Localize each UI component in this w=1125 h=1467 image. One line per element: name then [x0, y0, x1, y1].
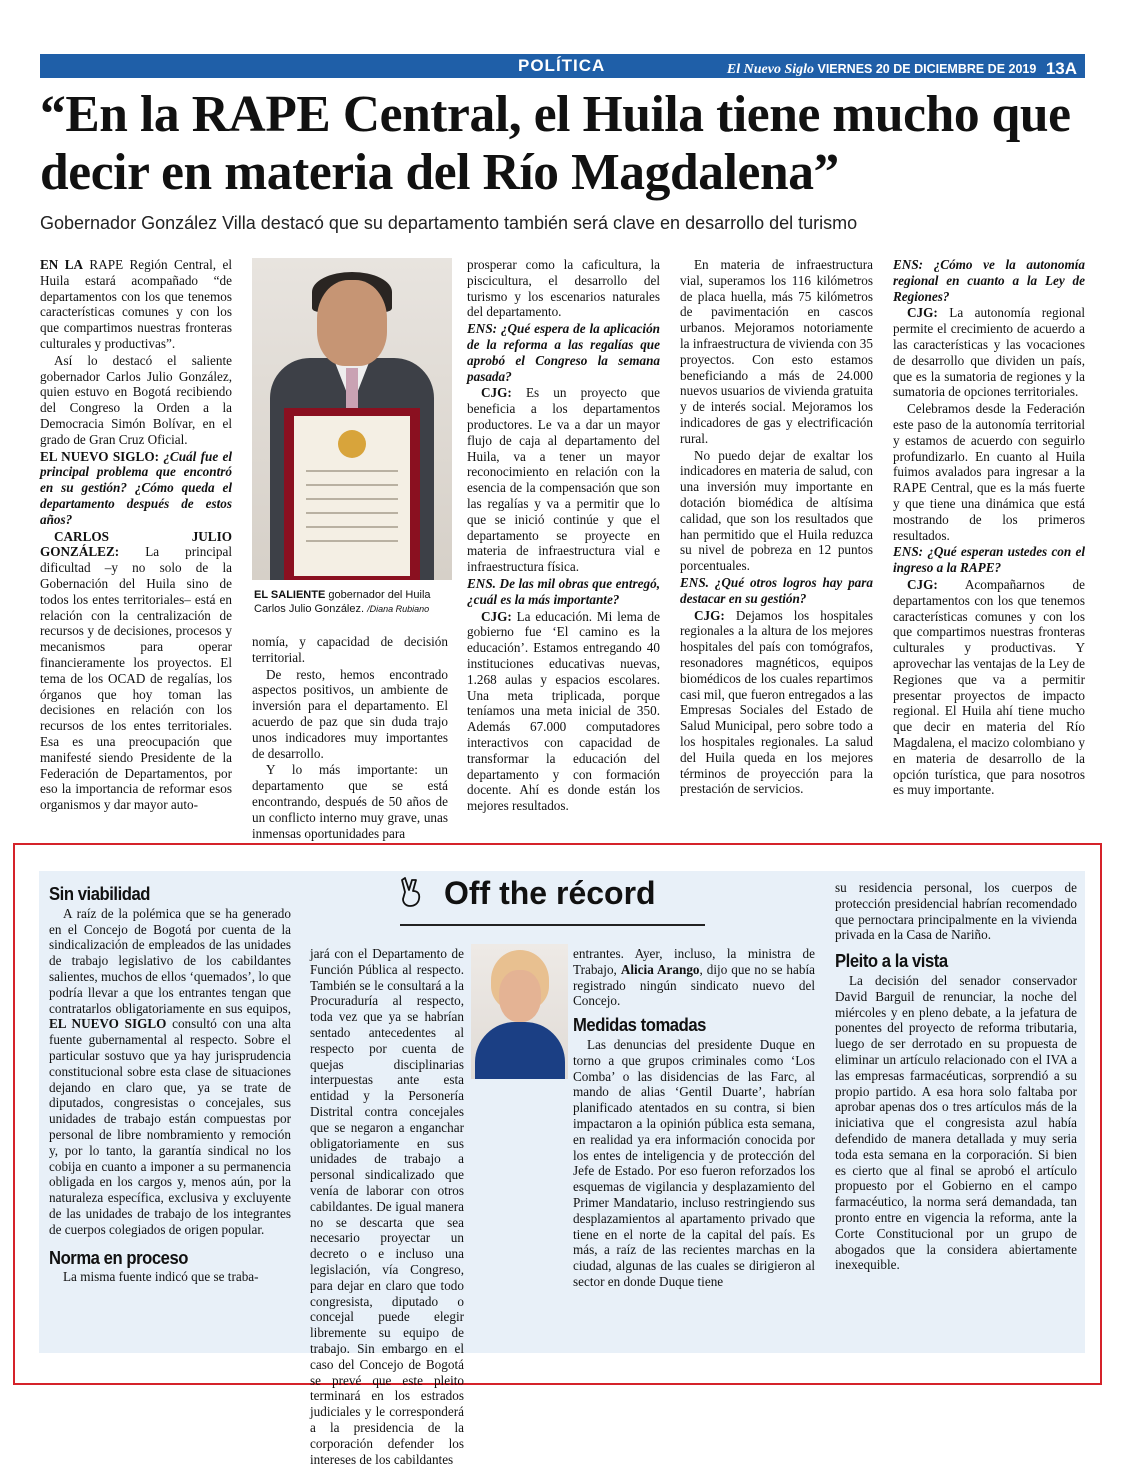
answer: La autonomía regional permite el crecimiento de acuerdo a las características y las vocaciones de desarrollo que dividen un país, que es la sumatoria de regiones y la sumatoria de opciones territoriales.	[893, 305, 1085, 400]
newspaper-brand: El Nuevo Siglo	[726, 62, 815, 77]
paragraph: A raíz de la polémica que se ha generado en el Concejo de Bogotá por cuenta de la sindicalización de empleados de las unidades de trabajo legislativo de los cabildantes salientes, muchos de ellos ‘quemados’, lo que podría llevar a que los entrantes tengan que contratarlos obligatoriamente en sus equipos,	[49, 905, 291, 1016]
answer: La principal dificultad –y no solo de la Gobernación del Huila sino de todos los entes territoriales– está en relación con la centralización de recursos y de decisiones, procesos y mecanismos para operar financieramente los proyectos. El tema de los OCAD de regalías, los órganos que hoy toman las decisiones en relación con los recursos de los entes territoriales. Esa es una preocupación que manifesté siendo Presidente de la Federación de Departamentos, por eso la importancia de reformar esos organismos y dar mayor auto-	[40, 544, 233, 813]
paragraph: Las denuncias del presidente Duque en torno a que grupos criminales como ‘Los Comba’ o las disidencias de las Farc, al mando de alias ‘Gentil Duarte’, habrían planificado atentados en su contra, si bien impactaron a la opinión pública esta semana, en realidad ya era información conocida por los entes de inteligencia y de protección del Jefe de Estado. Por eso fueron reforzados los esquemas de vigilancia y desplazamiento del Primer Mandatario, incluso restringiendo sus desplazamientos al apartamento privado que tiene en el norte de la capital del país. Es más, a raíz de las recientes marchas en la ciudad, algunas de las cuales se dirigieron al sector en donde Duque tiene	[573, 1036, 815, 1289]
question: ¿Qué espera de la aplicación de la reforma a las regalías que aprobó el Congreso la semana pasada?	[467, 321, 660, 384]
interviewer-label: ENS.	[467, 575, 496, 591]
subhead-pleito-a-la-vista: Pleito a la vista	[835, 950, 948, 972]
off-the-record-title-text: Off the récord	[444, 875, 656, 911]
interviewer-label: EL NUEVO SIGLO:	[40, 448, 159, 464]
governor-photo	[252, 258, 452, 580]
paragraph: Y lo más importante: un departamento que se está encontrando, después de 50 años de un conflicto interno muy grave, unas inmensas oportunidades para	[252, 762, 448, 841]
paragraph: jará con el Departamento de Función Pública al respecto. También se le consultará a la Procuraduría al respecto, toda vez que ya se habrían sentado antecedentes al respecto por cuenta de quejas disciplinarias interpuestas ante esta entidad y la Personería Distrital contra concejales que se negaron a enganchar obligatoriamente en sus unidades de trabajo a personal sindicalizado que venía de laborar con otros cabildantes. De igual manera no se descarta que sea necesario proyectar un decreto o e incluso una legislación, vía Congreso, para dejar en claro que todo congresista, diputado o concejal puede elegir libremente su equipo de trabajo. Sin embargo en el caso del Concejo de Bogotá se prevé que este pleito terminará en los estrados judiciales y le corresponderá a la presidencia de la corporación defender los intereses de los cabildantes	[310, 946, 464, 1467]
question: De las mil obras que entregó, ¿cuál es la más importante?	[467, 575, 661, 607]
interviewee-label: CJG:	[907, 576, 938, 592]
question: ¿Cómo ve la autonomía regional en cuanto a la Ley de Regiones?	[893, 257, 1086, 304]
interviewee-label: CJG:	[907, 305, 938, 321]
answer: Dejamos los hospitales regionales a la altura de los mejores hospitales del país con tomógrafos, resonadores magnéticos, equipos biomédicos de los cuales repartimos casi mil, que fueron entregados a las Empresas Sociales del Estado de Salud Municipal, pero sobre todo a los hospitales regionales. La salud del Huila queda en los mejores términos de proyección para la prestación de servicios.	[680, 607, 874, 797]
off-the-record-title	[400, 875, 656, 912]
interviewee-label: CJG:	[481, 385, 512, 401]
paragraph: La misma fuente indicó que se traba-	[63, 1269, 259, 1285]
article-column-5	[893, 257, 1085, 799]
subhead-norma-en-proceso: Norma en proceso	[49, 1246, 188, 1268]
interviewer-label: ENS:	[893, 257, 924, 272]
paragraph: Así lo destacó el saliente gobernador Carlos Julio González, quien estuvo en Bogotá recibiendo del Congreso la Orden a la Democracia Simón Bolívar, en el grado de Gran Cruz Oficial.	[40, 352, 232, 447]
article-column-2	[252, 634, 448, 842]
otr-column-4	[835, 880, 1077, 1273]
newspaper-mention: EL NUEVO SIGLO	[49, 1016, 167, 1032]
subhead-medidas-tomadas: Medidas tomadas	[573, 1014, 706, 1036]
interviewer-label: ENS:	[893, 544, 924, 560]
question: ¿Qué otros logros hay para destacar en su gestión?	[680, 574, 873, 606]
photo-credit: /Diana Rubiano	[367, 604, 430, 614]
article-column-4	[680, 257, 873, 798]
header-meta	[727, 58, 1077, 78]
page-number: 13A	[1045, 59, 1077, 78]
paragraph: su residencia personal, los cuerpos de protección presidencial habrían recomendado que pernoctara principalmente en la vivienda privada en la Casa de Nariño.	[835, 880, 1077, 943]
issue-date: VIERNES 20 DE DICIEMBRE DE 2019	[817, 62, 1037, 76]
victory-hand-icon	[400, 876, 424, 908]
article-title: “En la RAPE Central, el Huila tiene mucho que decir en materia del Río Magdalena”	[40, 86, 1071, 201]
interviewee-label: CJG:	[694, 607, 725, 623]
minister-photo	[471, 944, 568, 1079]
photo-caption	[254, 588, 452, 616]
answer: Es un proyecto que beneficia a los departamentos productores. Le va a dar un mayor flujo de caja al departamento del Huila, va a tener un mayor reconocimiento en relación con la esencia de la compensación que son las regalías y va a permitir que lo que se inició continúe y que el departamento se proyecte en materia de infraestructura vial e infraestructura física.	[467, 385, 660, 575]
paragraph: No puedo dejar de exaltar los indicadores en materia de salud, con una inversión muy importante en dotación biomédica de altísima calidad, que son los resultados que han permitido que el Huila reduzca su nivel de pobreza en 12 puntos porcentuales.	[680, 447, 873, 574]
paragraph: entrantes. Ayer, incluso, la ministra de Trabajo,	[573, 946, 815, 977]
article-subtitle: Gobernador González Villa destacó que su departamento también será clave en desarrollo del turismo	[40, 213, 858, 233]
question: ¿Qué esperan ustedes con el ingreso a la RAPE?	[893, 544, 1085, 576]
paragraph: Celebramos desde la Federación este paso de la autonomía territorial y estamos de acuerdo con seguirlo profundizarlo. En cuanto al Huila fuimos avalados para ingresar a la RAPE Central, que es la más fuerte y que tiene una dinámica que está mostrando de los primeros resultados.	[893, 401, 1085, 543]
article-column-1	[40, 257, 232, 814]
caption-text: gobernador del Huila Carlos Julio González.	[254, 589, 431, 615]
subhead-sin-viabilidad: Sin viabilidad	[49, 883, 151, 904]
paragraph: La decisión del senador conservador David Barguil de renunciar, la noche del miércoles y en pleno debate, a la jefatura de ponentes del proyecto de reforma tributaria, luego de ser derrotado en su propuesta de eliminar un artículo relacionado con el IVA a las empresas farmacéuticas, sorprendió a su propio partido. A esa hora solo faltaba por aprobar apenas dos o tres artículos más de la iniciativa que el congresista azul había defendido de manera detallada y muy seria toda esta semana en la corporación. Si bien es cierto que al final se aprobó el artículo propuesto por el Gobierno en el campo farmacéutico, la norma será demandada, tan pronto entre en vigencia la reforma, ante la Corte Constitucional por un grupo de abogados que la considera abiertamente inexequible.	[835, 972, 1077, 1273]
interviewer-label: ENS:	[467, 321, 498, 337]
interviewee-label: CJG:	[481, 608, 512, 624]
paragraph: prosperar como la caficultura, la piscicultura, el desarrollo del turismo y los escenarios naturales del departamento.	[467, 257, 660, 320]
lead-in: EN LA	[40, 257, 84, 272]
paragraph: nomía, y capacidad de decisión territorial.	[252, 634, 448, 665]
minister-name: Alicia Arango	[620, 961, 700, 977]
answer: Acompañarnos de departamentos con los que tenemos características comunes y con los que compartimos nuestras fronteras culturales y productivas. Y aprovechar las ventajas de la Ley de Regiones que va a permitir presentar proyectos de impacto regional. El Huila ahí tiene mucho que decir en materia del Río Magdalena, el macizo colombiano y en materia de desarrollo de la opción turística, que para nosotros es muy importante.	[893, 576, 1085, 798]
paragraph: En materia de infraestructura vial, superamos los 116 kilómetros de placa huella, más 75 kilómetros de pavimentación en cascos urbanos. Mejoramos notoriamente la infraestructura de vivienda con 35 proyectos. Con esto estamos beneficiando a más de 24.000 nuevos usuarios de vivienda gratuita y de interés social. Mejoramos los indicadores de gas y electrificación rural.	[680, 257, 873, 446]
interviewer-label: ENS.	[680, 574, 709, 590]
title-underline	[400, 924, 705, 926]
section-name: POLÍTICA	[518, 56, 606, 75]
otr-column-3	[573, 946, 815, 1290]
answer: La educación. Mi lema de gobierno fue ‘El camino es la educación’. Estamos entregando 40 instituciones educativas nuevas, 1.268 aulas y espacios escolares. Una meta triplicada, porque teníamos una meta inicial de 350. Además 67.000 computadores interactivos con capacidad de transformar la educación del departamento y con formación docente. Ahí es donde están los mejores resultados.	[467, 608, 661, 814]
otr-column-1	[49, 880, 291, 1285]
paragraph: , dijo que no se había registrado ningún sindicato nuevo del Concejo.	[573, 961, 815, 1009]
paragraph: De resto, hemos encontrado aspectos positivos, un ambiente de inversión para el departamento. El acuerdo de paz que sin duda trajo unos indicadores muy importantes de desarrollo.	[252, 666, 448, 761]
section-header-band	[40, 54, 1085, 78]
otr-column-2	[310, 946, 464, 1467]
paragraph: consultó con una alta fuente gubernamental al respecto. Sobre el particular sostuvo que ya hay jurisprudencia constitucional sobre esta clase de situaciones dejando en claro que, ya se trate de diputados, congresistas o concejales, sus unidades de trabajo están compuestas por personal de libre nombramiento y remoción y, por lo tanto, la garantía sindical no los cobija en cuanto a imponer a su permanencia obligada en los cargos y, menos aún, por la naturaleza específica, exclusiva y excluyente de las unidades de trabajo de los integrantes de cuerpos colegiados de origen popular.	[49, 1016, 291, 1237]
question: ¿Cuál fue el principal problema que encontró en su gestión? ¿Cómo queda el departamento después de estos años?	[40, 448, 232, 527]
paragraph: RAPE Región Central, el Huila estará acompañado “de departamentos con los que tenemos características comunes y con los que compartimos nuestras fronteras culturales y productivas”.	[40, 257, 233, 351]
interviewee-label: CARLOS JULIO GONZÁLEZ:	[40, 528, 232, 560]
caption-lead: EL SALIENTE	[254, 589, 326, 601]
article-column-3	[467, 257, 660, 815]
